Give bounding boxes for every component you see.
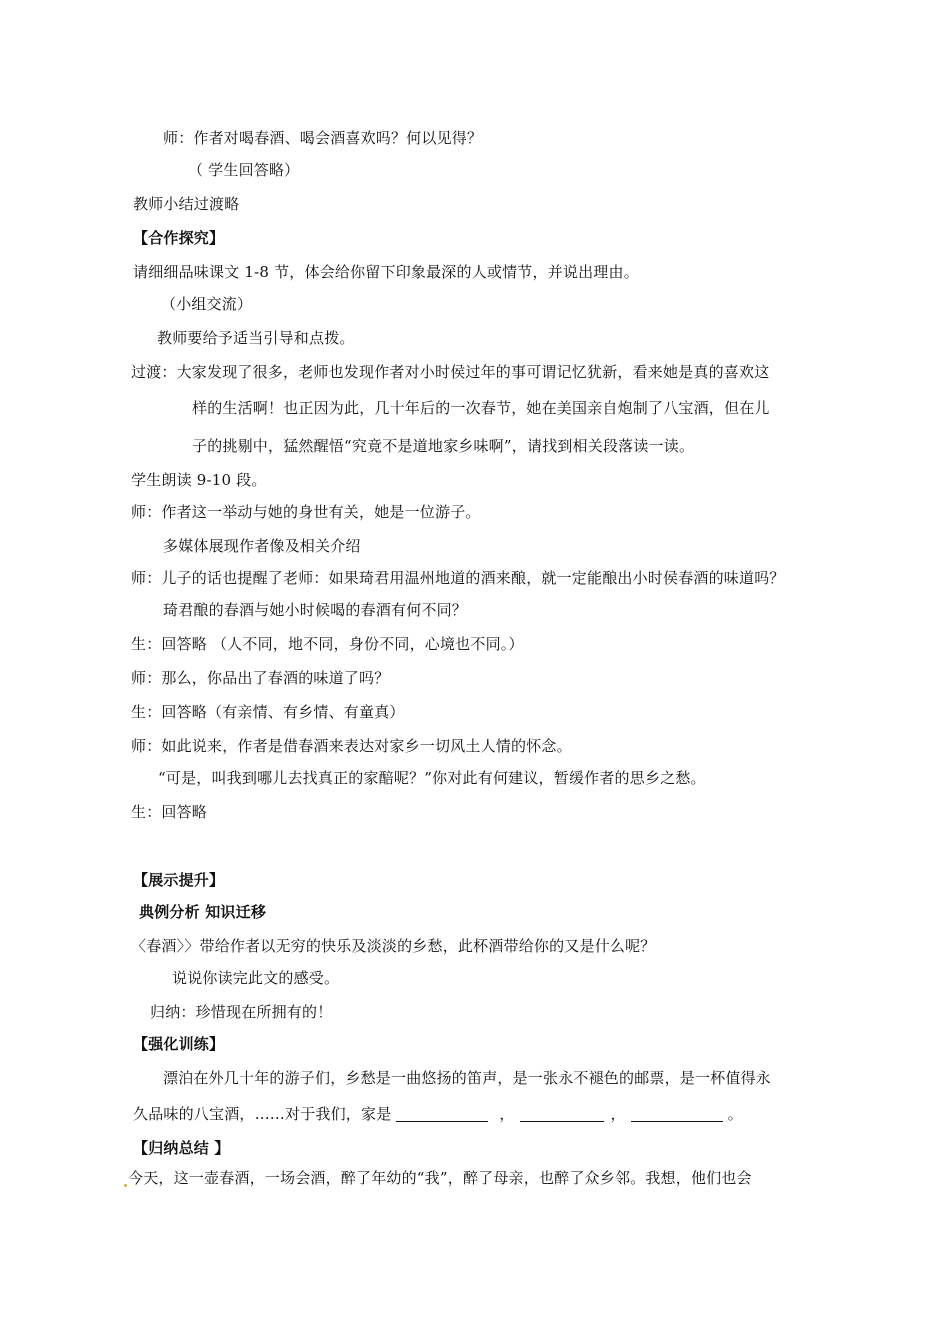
transition-line-3: 子的挑剔中，猛然醒悟“究竟不是道地家乡味啊”，请找到相关段落读一读。 xyxy=(192,437,695,455)
task-instruction: 请细细品味课文 1-8 节，体会给你留下印象最深的人或情节，并说出理由。 xyxy=(133,263,639,281)
student-answer-taste: 生：回答略（有亲情、有乡情、有童真） xyxy=(131,703,405,721)
teacher-guidance-note: 教师要给予适当引导和点拨。 xyxy=(157,329,355,347)
group-discussion-note: （小组交流） xyxy=(161,295,253,313)
exercise-line-1: 漂泊在外几十年的游子们，乡愁是一曲悠扬的笛声，是一张永不褪色的邮票，是一杯值得永 xyxy=(163,1069,772,1087)
section-heading-presentation: 【展示提升】 xyxy=(133,871,225,889)
section-heading-summary: 【归纳总结 】 xyxy=(133,1139,230,1157)
blank-separator-2: ， xyxy=(610,1105,626,1123)
teacher-line-son-remark: 师：儿子的话也提醒了老师：如果琦君用温州地道的酒来酿，就一定能酿出小时侯春酒的味道吗？ xyxy=(131,569,785,587)
reflection-question: 〈春酒〉〉带给作者以无穷的快乐及淡淡的乡愁，此杯酒带给你的又是什么呢？ xyxy=(131,937,656,955)
teacher-summary-note: 教师小结过渡略 xyxy=(133,195,240,213)
quote-question-line: “可是，叫我到哪儿去找真正的家醅呢？”你对此有何建议，暂缓作者的思乡之愁。 xyxy=(158,769,706,787)
subheading-example-analysis: 典例分析 知识迁移 xyxy=(139,903,267,921)
teacher-line-identity: 师：作者这一举动与她的身世有关，她是一位游子。 xyxy=(131,503,481,521)
transition-line-2: 样的生活啊！也正因为此，几十年后的一次春节，她在美国亲自炮制了八宝酒，但在儿 xyxy=(192,399,770,417)
fill-blank-2[interactable] xyxy=(520,1105,604,1122)
reflection-prompt: 说说你读完此文的感受。 xyxy=(172,969,340,987)
teacher-line-conclusion: 师：如此说来，作者是借春酒来表达对家乡一切风土人情的怀念。 xyxy=(131,737,572,755)
fill-blank-1[interactable] xyxy=(396,1105,488,1122)
blank-end-punctuation: 。 xyxy=(727,1105,743,1123)
student-answer-final: 生：回答略 xyxy=(131,803,208,821)
section-heading-reinforcement: 【强化训练】 xyxy=(133,1035,225,1053)
bullet-mark xyxy=(124,1184,127,1187)
teacher-line-taste: 师：那么，你品出了春酒的味道了吗？ xyxy=(131,669,390,687)
section-heading-cooperative-inquiry: 【合作探究】 xyxy=(133,229,225,247)
teacher-question-line: 师：作者对喝春酒、喝会酒喜欢吗？何以见得？ xyxy=(163,129,483,147)
multimedia-note: 多媒体展现作者像及相关介绍 xyxy=(163,537,361,555)
fill-blank-3[interactable] xyxy=(631,1105,723,1122)
teacher-line-difference: 琦君酿的春酒与她小时候喝的春酒有何不同？ xyxy=(163,601,468,619)
summary-cherish-line: 归纳：珍惜现在所拥有的！ xyxy=(150,1003,333,1021)
student-answer-note: （ 学生回答略） xyxy=(188,161,300,179)
summary-paragraph-line xyxy=(123,1168,752,1188)
exercise-line-2-text: 久品味的八宝酒，……对于我们，家是 xyxy=(133,1105,392,1123)
summary-paragraph-text: 今天，这一壶春酒，一场会酒，醉了年幼的“我”，醉了母亲，也醉了众乡邻。我想，他们也会 xyxy=(128,1169,752,1187)
exercise-line-2 xyxy=(133,1104,743,1124)
transition-line-1: 过渡：大家发现了很多，老师也发现作者对小时侯过年的事可谓记忆犹新，看来她是真的喜欢这 xyxy=(131,363,770,381)
student-reading-note: 学生朗读 9-10 段。 xyxy=(131,471,267,489)
blank-separator-1: ， xyxy=(499,1105,515,1123)
student-answer-difference: 生：回答略 （人不同，地不同，身份不同，心境也不同。） xyxy=(131,635,524,653)
